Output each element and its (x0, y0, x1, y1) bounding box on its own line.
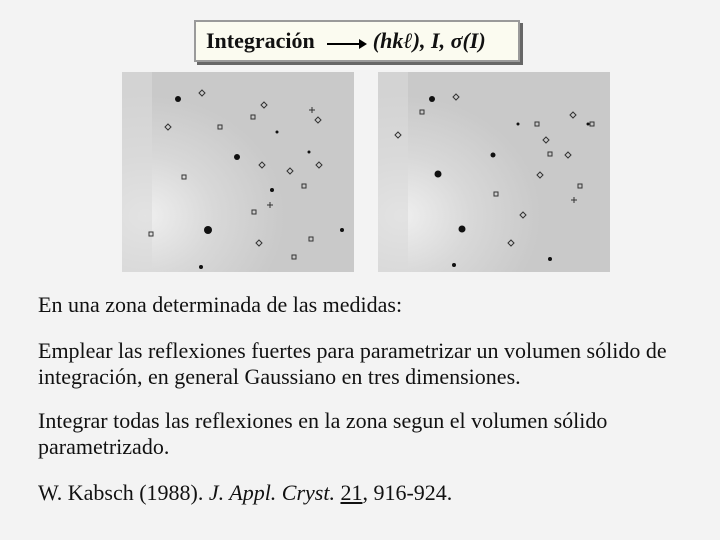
ref-journal: J. Appl. Cryst. (208, 480, 335, 505)
banner-label: Integración (206, 28, 315, 53)
diffraction-frame-left (122, 72, 354, 272)
ref-pages: , 916-924. (362, 480, 453, 505)
ref-volume: 21 (340, 480, 363, 505)
title-banner (194, 20, 520, 62)
intro-line: En una zona determinada de las medidas: (38, 292, 403, 317)
ref-author: W. Kabsch (1988). (38, 480, 204, 505)
paragraph-step-2: Integrar todas las reflexiones en la zona segun el volumen sólido parametrizado. (38, 408, 608, 459)
banner-formula: (hkℓ), I, σ(I) (372, 28, 486, 53)
reference-citation (38, 480, 452, 506)
diffraction-frame-right (378, 72, 610, 272)
paragraph-step-1: Emplear las reflexiones fuertes para parametrizar un volumen sólido de integración, en general Gaussiano en tres dimensiones. (38, 338, 667, 389)
arrow-icon (327, 38, 367, 50)
